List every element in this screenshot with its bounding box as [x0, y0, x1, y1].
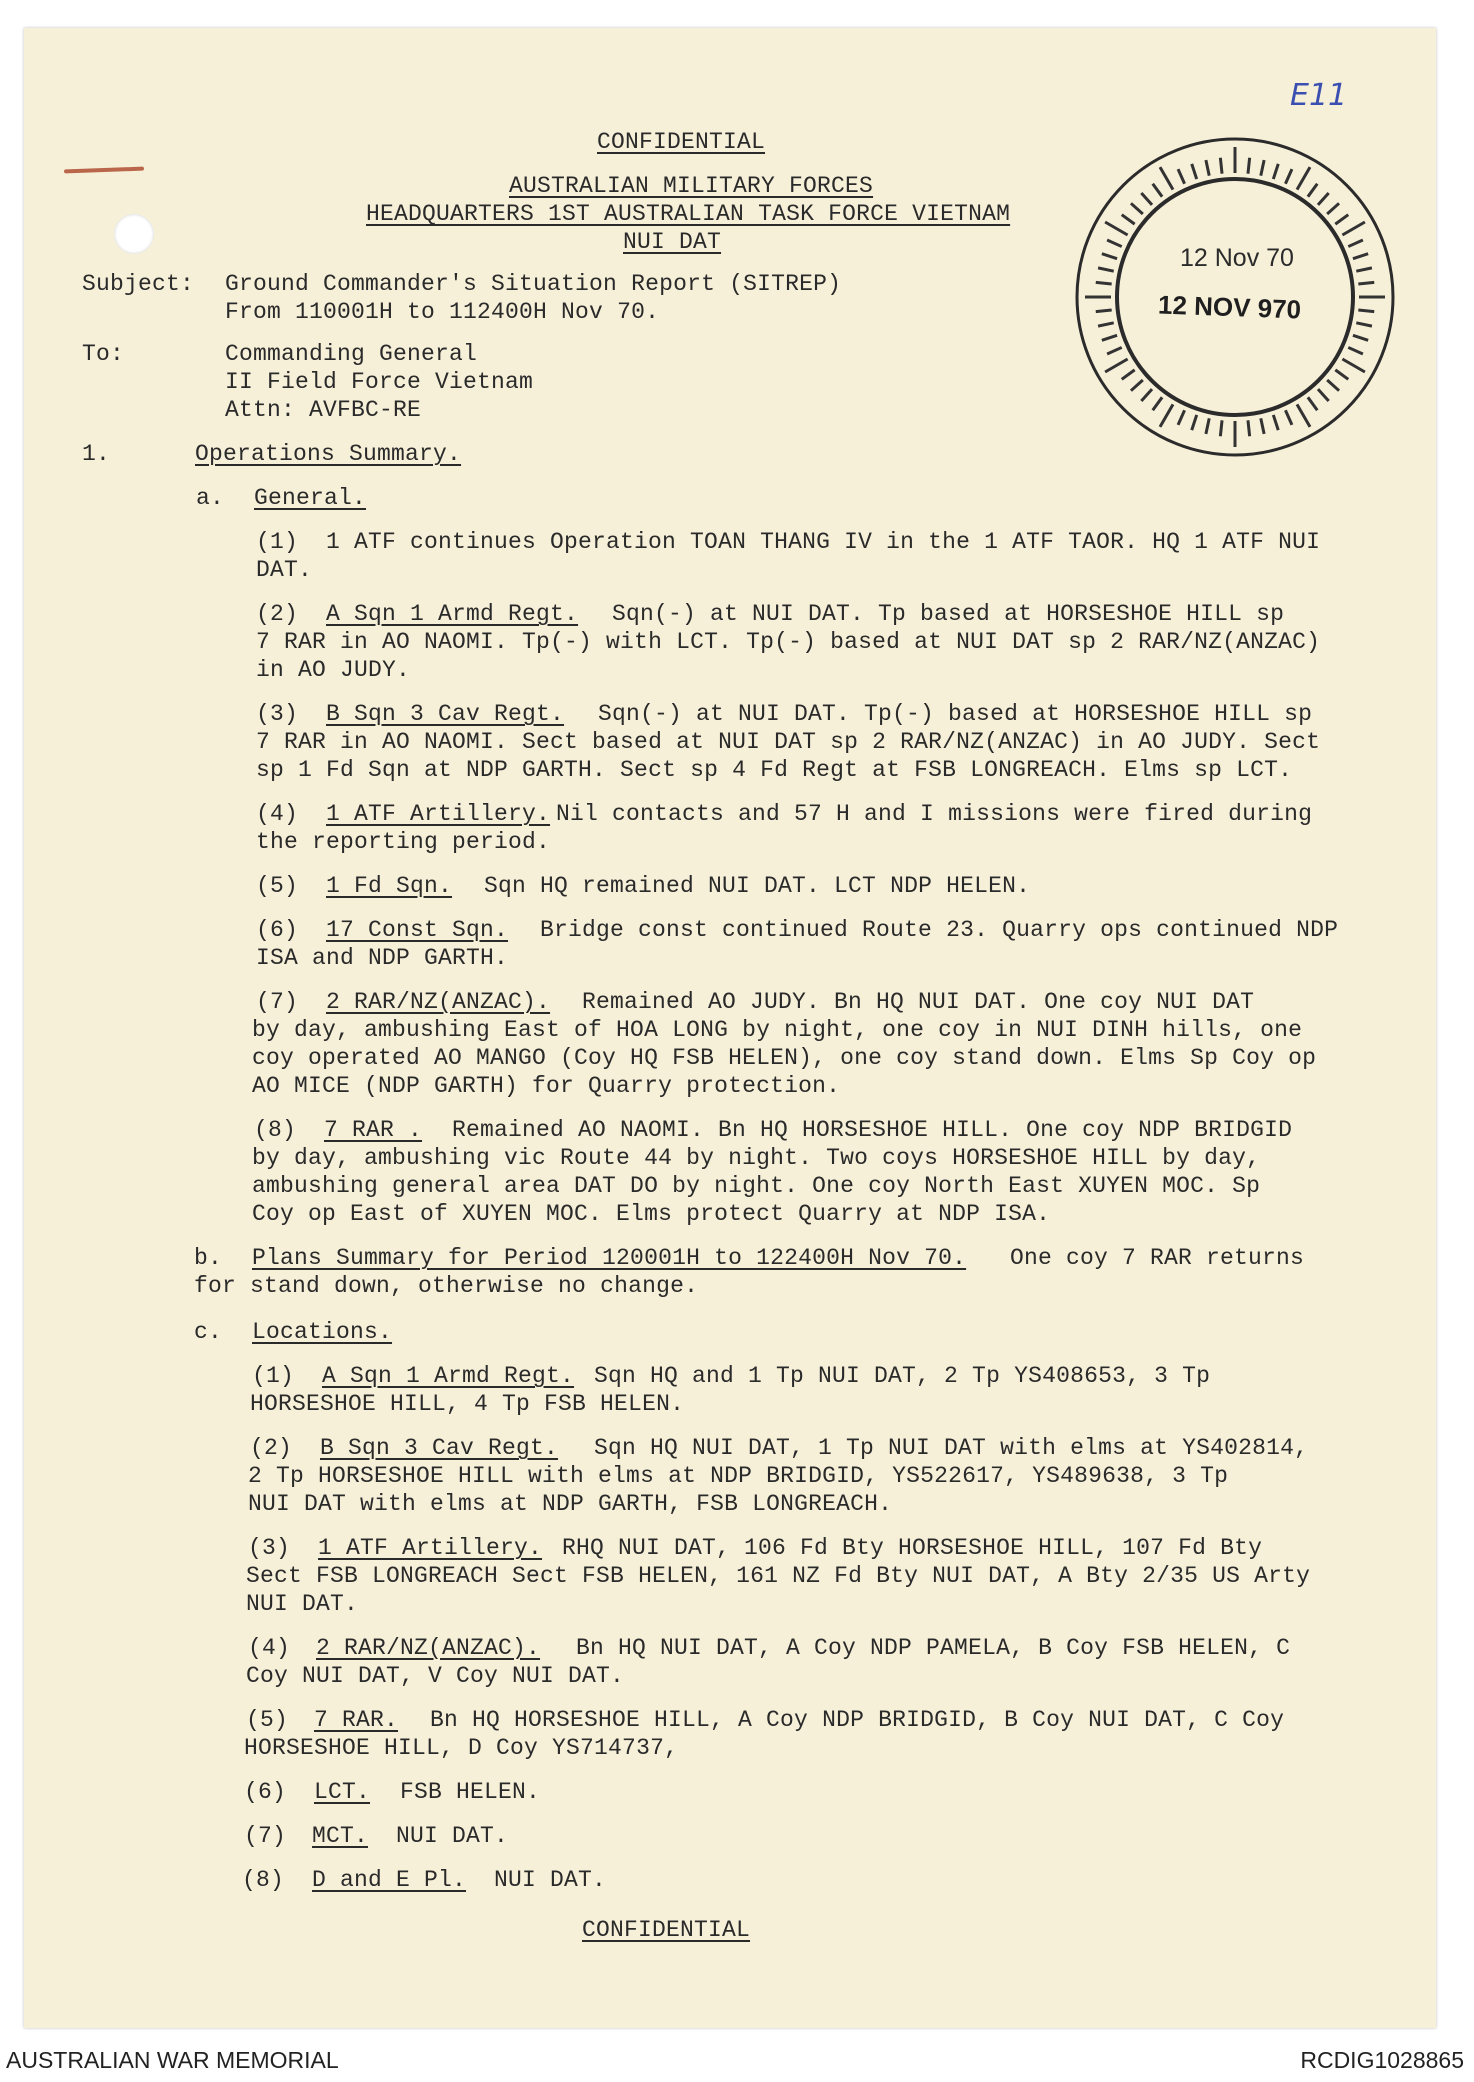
stamp-tick	[1220, 158, 1222, 174]
location-7-num: (7)	[244, 1823, 287, 1849]
org-line-3: NUI DAT	[623, 229, 722, 255]
item-8-line: Remained AO NAOMI. Bn HQ HORSESHOE HILL. One coy NDP BRIDGID	[452, 1117, 1293, 1143]
subsection-b-text: for stand down, otherwise no change.	[194, 1273, 699, 1299]
stamp-tick	[1131, 380, 1143, 391]
location-1-line: HORSESHOE HILL, 4 Tp FSB HELEN.	[250, 1391, 685, 1417]
stamp-tick	[1273, 415, 1278, 430]
location-2-num: (2)	[250, 1435, 293, 1461]
stamp-tick	[1107, 240, 1122, 247]
classification-bottom: CONFIDENTIAL	[582, 1917, 751, 1943]
location-8-head: D and E Pl.	[312, 1867, 467, 1893]
subject-line-2: From 110001H to 112400H Nov 70.	[225, 299, 660, 325]
item-3-head: B Sqn 3 Cav Regt.	[326, 701, 565, 727]
location-3-line: NUI DAT.	[246, 1591, 359, 1617]
stamp-tick	[1141, 389, 1152, 401]
item-8-line: by day, ambushing vic Route 44 by night. Two coys HORSESHOE HILL by day,	[252, 1145, 1261, 1171]
location-3-num: (3)	[248, 1535, 291, 1561]
location-4-num: (4)	[248, 1635, 291, 1661]
stamp-tick	[1342, 359, 1365, 372]
location-2-line: NUI DAT with elms at NDP GARTH, FSB LONGREACH.	[248, 1491, 893, 1517]
stamp-tick	[1206, 418, 1209, 434]
pencil-annotation: E11	[1290, 78, 1348, 113]
stamp-tick	[1308, 397, 1317, 410]
item-2-line: 7 RAR in AO NAOMI. Tp(-) with LCT. Tp(-) based at NUI DAT sp 2 RAR/NZ(ANZAC)	[256, 629, 1321, 655]
stamp-tick	[1102, 335, 1117, 340]
location-2-line: Sqn HQ NUI DAT, 1 Tp NUI DAT with elms at YS402814,	[594, 1435, 1309, 1461]
location-8-num: (8)	[242, 1867, 285, 1893]
org-line-2: HEADQUARTERS 1ST AUSTRALIAN TASK FORCE VIETNAM	[366, 201, 1011, 227]
item-3-line: sp 1 Fd Sqn at NDP GARTH. Sect sp 4 Fd Regt at FSB LONGREACH. Elms sp LCT.	[256, 757, 1293, 783]
item-7-line: AO MICE (NDP GARTH) for Quarry protection.	[252, 1073, 841, 1099]
footer-record-id: RCDIG1028865	[1300, 2047, 1464, 2073]
stamp-tick	[1141, 193, 1152, 205]
item-7-line: Remained AO JUDY. Bn HQ NUI DAT. One coy NUI DAT	[582, 989, 1255, 1015]
location-6-num: (6)	[244, 1779, 287, 1805]
location-7-line: NUI DAT.	[396, 1823, 509, 1849]
item-4-head: 1 ATF Artillery.	[326, 801, 551, 827]
stamp-date: 12 NOV 970	[1157, 289, 1302, 325]
stamp-tick	[1356, 323, 1372, 326]
item-6-line: Bridge const continued Route 23. Quarry ops continued NDP	[540, 917, 1339, 943]
stamp-tick	[1096, 310, 1112, 312]
subsection-b-text: One coy 7 RAR returns	[1010, 1245, 1305, 1271]
item-6-num: (6)	[256, 917, 299, 943]
stamp-tick	[1273, 164, 1278, 179]
stamp-tick	[1261, 160, 1264, 176]
item-2-head: A Sqn 1 Armd Regt.	[326, 601, 579, 627]
stamp-tick	[1160, 167, 1173, 190]
location-3-line: RHQ NUI DAT, 106 Fd Bty HORSESHOE HILL, 107 Fd Bty	[562, 1535, 1263, 1561]
punch-hole	[114, 214, 154, 254]
stamp-tick	[1353, 335, 1368, 340]
stamp-tick	[1153, 184, 1162, 197]
stamp-tick	[1220, 420, 1222, 436]
to-line-2: II Field Force Vietnam	[225, 369, 534, 395]
location-3-line: Sect FSB LONGREACH Sect FSB HELEN, 161 NZ Fd Bty NUI DAT, A Bty 2/35 US Arty	[246, 1563, 1311, 1589]
subsection-c-letter: c.	[194, 1319, 223, 1345]
item-5-line: Sqn HQ remained NUI DAT. LCT NDP HELEN.	[484, 873, 1031, 899]
location-5-head: 7 RAR.	[314, 1707, 399, 1733]
stamp-tick	[1348, 240, 1363, 247]
subsection-c-title: Locations.	[252, 1319, 393, 1345]
location-7-head: MCT.	[312, 1823, 369, 1849]
item-3-num: (3)	[256, 701, 299, 727]
item-7-line: by day, ambushing East of HOA LONG by night, one coy in NUI DINH hills, one	[252, 1017, 1303, 1043]
stamp-tick	[1248, 420, 1250, 436]
stamp-tick	[1308, 184, 1317, 197]
footer-source: AUSTRALIAN WAR MEMORIAL	[6, 2047, 339, 2073]
item-4-line: the reporting period.	[256, 829, 551, 855]
subject-label: Subject:	[82, 271, 195, 297]
stamp-tick	[1327, 380, 1339, 391]
stamp-tick	[1122, 370, 1135, 379]
stamp-tick	[1192, 164, 1197, 179]
location-1-head: A Sqn 1 Armd Regt.	[322, 1363, 575, 1389]
location-1-line: Sqn HQ and 1 Tp NUI DAT, 2 Tp YS408653, 3 Tp	[594, 1363, 1211, 1389]
item-8-num: (8)	[254, 1117, 297, 1143]
stamp-tick	[1248, 158, 1250, 174]
stamp-tick	[1358, 282, 1374, 284]
to-label: To:	[82, 341, 125, 367]
stamp-tick	[1160, 404, 1173, 427]
stamp-date-typed: 12 Nov 70	[1180, 244, 1294, 272]
item-8-head: 7 RAR .	[324, 1117, 423, 1143]
stamp-tick	[1261, 418, 1264, 434]
subsection-b-letter: b.	[194, 1245, 223, 1271]
item-2-num: (2)	[256, 601, 299, 627]
location-2-line: 2 Tp HORSESHOE HILL with elms at NDP BRIDGID, YS522617, YS489638, 3 Tp	[248, 1463, 1229, 1489]
to-line-1: Commanding General	[225, 341, 478, 367]
stamp-tick	[1107, 347, 1122, 354]
stamp-tick	[1285, 410, 1292, 425]
stamp-tick	[1318, 389, 1329, 401]
item-8-line: Coy op East of XUYEN MOC. Elms protect Quarry at NDP ISA.	[252, 1201, 1051, 1227]
location-4-line: Coy NUI DAT, V Coy NUI DAT.	[246, 1663, 625, 1689]
item-5-head: 1 Fd Sqn.	[326, 873, 453, 899]
location-6-head: LCT.	[314, 1779, 371, 1805]
item-3-line: Sqn(-) at NUI DAT. Tp(-) based at HORSESHOE HILL sp	[598, 701, 1313, 727]
received-stamp	[1070, 132, 1400, 462]
stamp-tick	[1122, 215, 1135, 224]
item-1-line: DAT.	[256, 557, 313, 583]
stamp-tick	[1327, 203, 1339, 214]
item-7-line: coy operated AO MANGO (Coy HQ FSB HELEN), one coy stand down. Elms Sp Coy op	[252, 1045, 1317, 1071]
location-3-head: 1 ATF Artillery.	[318, 1535, 543, 1561]
stamp-tick	[1102, 254, 1117, 259]
stamp-tick	[1335, 370, 1348, 379]
stamp-tick	[1105, 222, 1128, 235]
item-6-line: ISA and NDP GARTH.	[256, 945, 509, 971]
org-line-1: AUSTRALIAN MILITARY FORCES	[509, 173, 874, 199]
stamp-tick	[1206, 160, 1209, 176]
location-5-line: Bn HQ HORSESHOE HILL, A Coy NDP BRIDGID, B Coy NUI DAT, C Coy	[430, 1707, 1285, 1733]
item-4-num: (4)	[256, 801, 299, 827]
location-5-line: HORSESHOE HILL, D Coy YS714737,	[244, 1735, 679, 1761]
stamp-tick	[1153, 397, 1162, 410]
subject-line-1: Ground Commander's Situation Report (SITREP)	[225, 271, 842, 297]
stamp-tick	[1096, 282, 1112, 284]
item-2-line: in AO JUDY.	[256, 657, 411, 683]
subsection-a-title: General.	[254, 485, 367, 511]
item-5-num: (5)	[256, 873, 299, 899]
stamp-tick	[1297, 167, 1310, 190]
stamp-tick	[1358, 310, 1374, 312]
stamp-tick	[1285, 169, 1292, 184]
subsection-a-letter: a.	[196, 485, 225, 511]
location-2-head: B Sqn 3 Cav Regt.	[320, 1435, 559, 1461]
item-6-head: 17 Const Sqn.	[326, 917, 509, 943]
stamp-tick	[1192, 415, 1197, 430]
item-2-line: Sqn(-) at NUI DAT. Tp based at HORSESHOE HILL sp	[612, 601, 1285, 627]
item-7-head: 2 RAR/NZ(ANZAC).	[326, 989, 551, 1015]
stamp-tick	[1297, 404, 1310, 427]
stamp-tick	[1353, 254, 1368, 259]
item-7-num: (7)	[256, 989, 299, 1015]
stamp-tick	[1178, 169, 1185, 184]
classification-top: CONFIDENTIAL	[597, 129, 766, 155]
location-8-line: NUI DAT.	[494, 1867, 607, 1893]
stamp-tick	[1131, 203, 1143, 214]
subsection-b-title: Plans Summary for Period 120001H to 122400H Nov 70.	[252, 1245, 967, 1271]
stamp-tick	[1318, 193, 1329, 205]
item-4-line: Nil contacts and 57 H and I missions were fired during	[556, 801, 1313, 827]
item-8-line: ambushing general area DAT DO by night. One coy North East XUYEN MOC. Sp	[252, 1173, 1261, 1199]
section-title: Operations Summary.	[195, 441, 462, 467]
stamp-tick	[1105, 359, 1128, 372]
item-1-line: 1 ATF continues Operation TOAN THANG IV in the 1 ATF TAOR. HQ 1 ATF NUI	[326, 529, 1321, 555]
section-number: 1.	[82, 441, 111, 467]
stamp-tick	[1348, 347, 1363, 354]
stamp-tick	[1178, 410, 1185, 425]
stamp-tick	[1356, 268, 1372, 271]
stamp-tick	[1342, 222, 1365, 235]
item-3-line: 7 RAR in AO NAOMI. Sect based at NUI DAT sp 2 RAR/NZ(ANZAC) in AO JUDY. Sect	[256, 729, 1321, 755]
location-6-line: FSB HELEN.	[400, 1779, 541, 1805]
location-1-num: (1)	[252, 1363, 295, 1389]
stamp-tick	[1098, 323, 1114, 326]
stamp-tick	[1098, 268, 1114, 271]
location-4-line: Bn HQ NUI DAT, A Coy NDP PAMELA, B Coy FSB HELEN, C	[576, 1635, 1291, 1661]
stamp-tick	[1335, 215, 1348, 224]
to-line-3: Attn: AVFBC-RE	[225, 397, 422, 423]
location-5-num: (5)	[246, 1707, 289, 1733]
item-1-num: (1)	[256, 529, 299, 555]
location-4-head: 2 RAR/NZ(ANZAC).	[316, 1635, 541, 1661]
